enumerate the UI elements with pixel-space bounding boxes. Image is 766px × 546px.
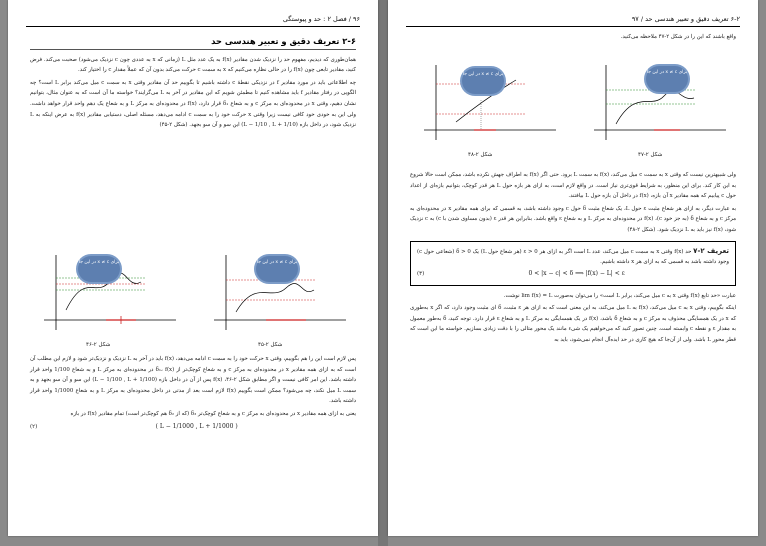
right-page-header [406, 14, 740, 27]
figure-48-caption: شکل ۲-۴۸ [468, 152, 493, 158]
book-gutter [378, 0, 388, 546]
definition-text: حد f(x) وقتی x به سمت c میل می‌کند، عدد L است اگر به ازای هر ε > 0 (هر شعاع حول L) یک δ > 0 (شعاعی حول c) وجود داشته باشد به قسمی که به ازای هر x داشته باشیم. [417, 248, 729, 265]
equation-number: (۲) [30, 423, 38, 430]
paragraph: اینکه بگوییم، وقتی x به c میل می‌کند، f(x) به L میل می‌کند، به این معنی است که به ازای هر ε مثبت، δ ای مثبت وجود دارد، که اگر x به‌طوری که x در یک همسایگی محذوف به مرکز c و به شعاع δ باشد، f(x) در یک همسایگی به مرکز L و به شعاع ε قرار دارد. توجه کنید، δ به‌طور معمول به مقدار ε و نقطه c وابسته است. چنین تصور کنید که می‌خواهیم یک شیء مانند یک محور متالی را با دقت زیادی بسازیم. خواسته ما این است که قطر محور L باشد. ولی از آن‌جا که هیچ کاری در حد ایده‌آل انجام نمی‌شود، باید به [410, 305, 737, 343]
paragraph: ولی شبیهترین نیست که وقتی x به سمت c میل می‌کند، f(x) به سمت L برود. حتی اگر f(x) به اطراف جهش نکرده باشد، ممکن است حالا شروع به این کار کند. برای این منظور، به شرایط قوی‌تری نیاز است. در واقع لازم است، به ازای هر بازه حول L هر قدر کوچک، بتوانیم بازه‌ای از اعداد حول c پیابیم که همه مقادیر x آن بازه، f(x) در داخل آن بازه حول L بیافتند. [410, 172, 736, 200]
paragraph: یعنی به ازای همه مقادیر x در محدوده‌ای به مرکز c و به شعاع کوچک‌تر δ₃ (که از δ₂ هم کوچک‌تر است) تمام مقادیر f(x) در بازه [70, 410, 356, 417]
paragraph: پس لازم است این را هم بگوییم، وقتی x حرکت خود را به سمت c ادامه می‌دهد، f(x) باید در آخر به L نزدیک و نزدیک‌تر شود و لازم این مطلب آن است که به ازای همه مقادیر x در محدوده‌ای به مرکز c و به شعاع کوچک‌تر از δ₁، f(x) در محدوده‌ای به مرکز L و به شعاع 1/100 واحد قرار داشته باشد. این امر کافی نیست و اگر مطابق شکل ۲-۴۶، f(x) پس از آن در داخل بازه (L − 1/100 , L + 1/100) این سو و آن سو بجهد و به سمت L میل نکند، چه می‌شود؟ ممکن است بگوییم f(x) لازم است بعد از مدتی در داخل محدوده‌ای به مرکز L و به شعاع 1/1000 واحد قرار داشته باشد. [30, 356, 357, 405]
figure-47 [576, 60, 736, 158]
figure-47-caption: شکل ۲-۴۷ [638, 152, 663, 158]
figure-48-bubble: برای x ≠ c در این جا [462, 68, 504, 94]
running-head: ۹۶ / فصل ۲ : حد و پیوستگی [282, 15, 360, 23]
equation [30, 422, 356, 433]
right-figures [406, 60, 740, 160]
figure-45 [196, 250, 356, 348]
left-text-bottom [30, 354, 356, 434]
definition-equation-number: (۳) [417, 270, 425, 277]
definition-equation [417, 269, 729, 279]
definition-label: تعریف ۲-۷ [693, 246, 730, 255]
figure-46-bubble: برای x ≠ c در این جا [78, 256, 120, 282]
figure-46-caption: شکل ۲-۴۶ [86, 342, 111, 348]
left-page-header [26, 14, 360, 27]
paragraph: به عبارت دیگر، به ازای هر شعاع مثبت ε حول L، یک شعاع مثبت δ حول c وجود داشته باشد، به قسمی که برای همه مقادیر x در محدوده‌ای به مرکز c و به شعاع δ (به جز خود c)، f(x) در محدوده‌ای به مرکز L و به شعاع ε واقع باشد. بنابراین هر قدر ε (بدون مساوی شدن با c) به c نزدیک شود، f(x) نیز باید به L نزدیک شود. (شکل ۲-۴۸) [410, 205, 737, 233]
right-intro [410, 32, 736, 45]
left-text-top [30, 36, 356, 133]
figure-45-caption: شکل ۲-۴۵ [258, 342, 283, 348]
right-text [410, 170, 736, 348]
figure-47-bubble: برای x ≠ c در این جا [646, 66, 688, 92]
definition-box [410, 241, 736, 286]
left-page [8, 0, 378, 536]
running-head: ۶-۲ تعریف دقیق و تعبیر هندسی حد / ۹۷ [631, 15, 740, 23]
figure-48 [406, 60, 566, 158]
paragraph: همان‌طوری که دیدیم، مفهوم حد را نزدیک شدن مقادیر f(x) به یک عدد مثل L (زمانی که x به عددی چون c نزدیک می‌شود) صحبت می‌کند. فرض کنید، مقادیر تابعی چون f(x) را در حالی نظاره می‌کنیم که x به سمت c حرکت می‌کند بدون آن که عملاً مقدار c را اختیار کند. [30, 56, 356, 74]
right-page [388, 0, 758, 536]
equation-body: ( L − 1/1000 , L + 1/1000 ) [155, 422, 238, 430]
definition-equation-body: 0 < |x − c| < δ ⟹ |f(x) − L| < ε [528, 269, 625, 277]
figure-46 [26, 250, 186, 348]
left-figures [26, 250, 360, 350]
paragraph: عبارت «حد تابع f(x) وقتی x به c میل می‌کند، برابر L است» را می‌توان به‌صورت lim f(x) = L نوشت. [503, 292, 736, 299]
paragraph: واقع باشند که این را در شکل ۲-۴۷ ملاحظه می‌کنید. [620, 34, 736, 40]
section-title: ۲-۶ تعریف دقیق و تعبیر هندسی حد [30, 36, 356, 50]
figure-45-bubble: برای x ≠ c در این جا [256, 256, 298, 282]
paragraph: چه اطلاعاتی باید در مورد مقادیر f در نزدیکی نقطهٔ c داشته باشیم تا بگوییم حد آن مقادیر وقتی x به سمت c میل می‌کند برابر L است؟ چه الگویی در رفتار مقادیر f باید مشاهده کنیم تا مطمئن شویم که این مقادیر در آخر به L می‌گرایند؟ خواسته ما آن است که به عنوان مثال، بتوانیم نشان دهیم، وقتی x در محدوده‌ای به مرکز c و به شعاع δ₁ قرار دارد، f(x) در محدوده‌ای به مرکز L و به شعاع یک دهم واحد قرار خواهد داشت. ولی این به خودی خود کافی نیست زیرا وقتی x حرکت خود را به سمت c ادامه می‌دهد، مسئله اصلی، دستیابی مقادیر f(x) به عرض اینکه به L نزدیک شود، در داخل بازه (L − 1/10 , L + 1/10) این سو و آن سو بجهد. (شکل ۲-۴۵) [30, 79, 357, 129]
